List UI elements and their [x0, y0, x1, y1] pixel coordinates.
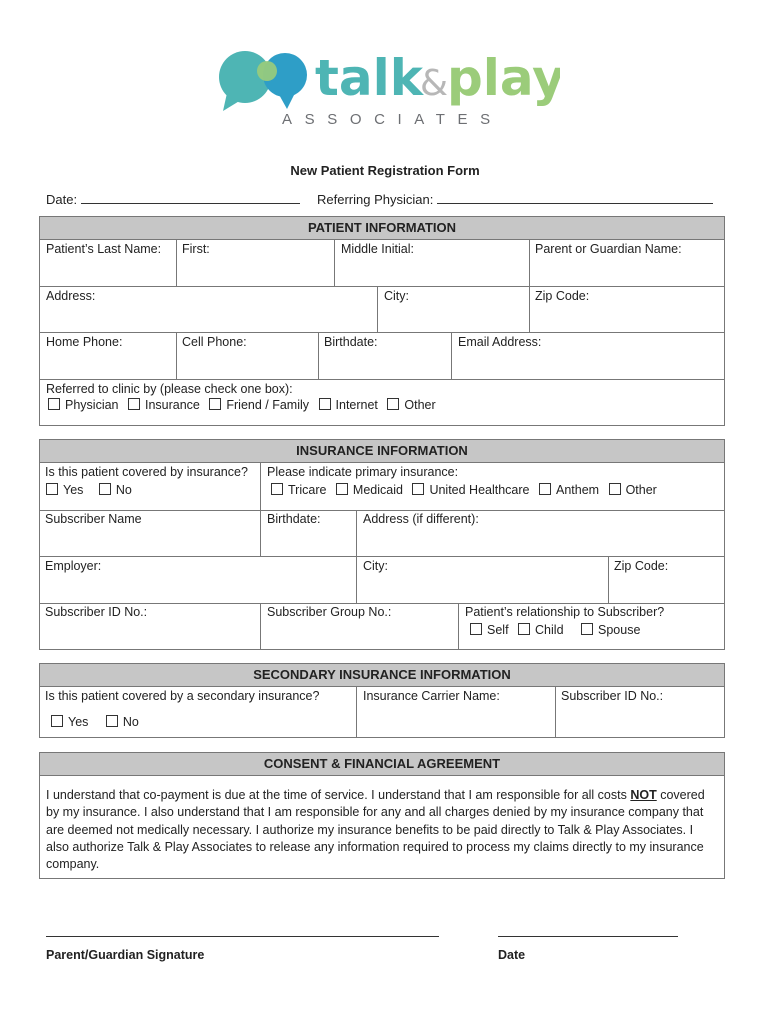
other-checkbox[interactable] [387, 398, 399, 410]
divider [529, 286, 530, 332]
secondary-covered-options [51, 715, 145, 729]
date-field[interactable] [81, 189, 300, 204]
other-carrier-label: Other [625, 483, 657, 497]
divider [377, 286, 378, 332]
other-option-label: Other [404, 398, 436, 412]
relationship-options [470, 623, 646, 637]
subscriber-id-label: Subscriber ID No.: [45, 605, 148, 619]
insured-yes-label: Yes [63, 483, 84, 497]
insured-no-checkbox[interactable] [99, 483, 111, 495]
secondary-insurance-section [39, 663, 725, 738]
primary-insurance-label: Please indicate primary insurance: [267, 465, 459, 479]
self-label: Self [487, 623, 509, 637]
tricare-label: Tricare [288, 483, 327, 497]
divider [334, 239, 335, 286]
employer-label: Employer: [45, 559, 102, 573]
secondary-no-checkbox[interactable] [106, 715, 118, 727]
child-checkbox[interactable] [518, 623, 530, 635]
divider [555, 686, 556, 738]
svg-text:talk: talk [315, 49, 424, 107]
middle-initial-label: Middle Initial: [341, 242, 414, 256]
divider [260, 603, 261, 650]
divider [318, 332, 319, 379]
signature-date-line[interactable] [498, 936, 678, 937]
primary-carrier-options [271, 483, 663, 497]
svg-text:play: play [447, 49, 560, 107]
internet-option-label: Internet [335, 398, 378, 412]
covered-by-insurance-label: Is this patient covered by insurance? [45, 465, 248, 479]
address-label: Address: [46, 289, 96, 303]
secondary-insurance-heading: SECONDARY INSURANCE INFORMATION [40, 664, 724, 687]
divider [260, 510, 261, 556]
divider [40, 556, 724, 557]
first-name-label: First: [182, 242, 210, 256]
divider [40, 510, 724, 511]
friend-family-checkbox[interactable] [209, 398, 221, 410]
consent-text-part-2: covered by my insurance. I also understand that I am responsible for any and all charges denied by my insurance company that are deemed not medically necessary. I authorize my insurance benefits to be paid directly to Talk & Play Associates. I also authorize Talk & Play Associates to release any information required to process my claims directly to my insurance company. [46, 788, 705, 872]
insurance-carrier-label: Insurance Carrier Name: [363, 689, 500, 703]
divider [176, 332, 177, 379]
subscriber-address-label: Address (if different): [363, 512, 479, 526]
insurance-option-label: Insurance [144, 398, 200, 412]
insurance-information-heading: INSURANCE INFORMATION [40, 440, 724, 463]
secondary-yes-label: Yes [68, 715, 89, 729]
medicaid-label: Medicaid [352, 483, 403, 497]
divider [40, 603, 724, 604]
guardian-name-label: Parent or Guardian Name: [535, 242, 682, 256]
divider [40, 286, 724, 287]
secondary-subscriber-id-label: Subscriber ID No.: [561, 689, 664, 703]
city-label: City: [384, 289, 409, 303]
insured-yes-checkbox[interactable] [46, 483, 58, 495]
consent-emphasis: NOT [630, 788, 657, 802]
secondary-no-label: No [122, 715, 139, 729]
zip-code-label: Zip Code: [535, 289, 590, 303]
tricare-checkbox[interactable] [271, 483, 283, 495]
referring-row [317, 189, 713, 207]
divider [356, 556, 357, 603]
anthem-label: Anthem [555, 483, 600, 497]
insurance-checkbox[interactable] [128, 398, 140, 410]
referral-options [48, 398, 442, 412]
referring-physician-field[interactable] [437, 189, 713, 204]
email-address-label: Email Address: [458, 335, 542, 349]
date-label: Date: [46, 192, 78, 207]
divider [176, 239, 177, 286]
physician-checkbox[interactable] [48, 398, 60, 410]
form-title: New Patient Registration Form [290, 163, 480, 178]
relationship-label: Patient’s relationship to Subscriber? [465, 605, 665, 619]
secondary-covered-label: Is this patient covered by a secondary insurance? [45, 689, 320, 703]
date-row [46, 189, 300, 207]
signature-label: Parent/Guardian Signature [46, 948, 205, 962]
subscriber-city-label: City: [363, 559, 388, 573]
birthdate-label: Birthdate: [324, 335, 378, 349]
subscriber-group-label: Subscriber Group No.: [267, 605, 392, 619]
divider [40, 379, 724, 380]
divider [356, 510, 357, 556]
self-checkbox[interactable] [470, 623, 482, 635]
home-phone-label: Home Phone: [46, 335, 123, 349]
physician-option-label: Physician [65, 398, 119, 412]
signature-date-label: Date [498, 948, 526, 962]
secondary-yes-checkbox[interactable] [51, 715, 63, 727]
medicaid-checkbox[interactable] [336, 483, 348, 495]
consent-text [46, 787, 718, 873]
other-carrier-checkbox[interactable] [609, 483, 621, 495]
svg-text:&: & [420, 63, 449, 104]
referring-physician-label: Referring Physician: [317, 192, 434, 207]
subscriber-name-label: Subscriber Name [45, 512, 142, 526]
united-healthcare-checkbox[interactable] [412, 483, 424, 495]
united-healthcare-label: United Healthcare [429, 483, 530, 497]
logo-subtitle: ASSOCIATES [282, 111, 503, 128]
patient-information-section [39, 216, 725, 426]
subscriber-birthdate-label: Birthdate: [267, 512, 321, 526]
friend-family-option-label: Friend / Family [226, 398, 310, 412]
divider [529, 239, 530, 286]
divider [458, 603, 459, 650]
spouse-checkbox[interactable] [581, 623, 593, 635]
consent-text-part-1: I understand that co-payment is due at the time of service. I understand that I am responsible for all costs [46, 788, 631, 802]
logo-graphic [215, 45, 560, 115]
consent-heading: CONSENT & FINANCIAL AGREEMENT [40, 753, 724, 776]
spouse-label: Spouse [598, 623, 641, 637]
insurance-information-section [39, 439, 725, 650]
divider [40, 332, 724, 333]
child-label: Child [535, 623, 564, 637]
divider [260, 462, 261, 510]
covered-options [46, 483, 138, 497]
internet-checkbox[interactable] [319, 398, 331, 410]
referred-by-label: Referred to clinic by (please check one box): [46, 382, 293, 396]
insured-no-label: No [115, 483, 132, 497]
signature-line[interactable] [46, 936, 439, 937]
divider [451, 332, 452, 379]
divider [356, 686, 357, 738]
patient-information-heading: PATIENT INFORMATION [40, 217, 724, 240]
subscriber-zip-label: Zip Code: [614, 559, 669, 573]
consent-section [39, 752, 725, 879]
cell-phone-label: Cell Phone: [182, 335, 247, 349]
patient-last-name-label: Patient’s Last Name: [46, 242, 162, 256]
anthem-checkbox[interactable] [539, 483, 551, 495]
divider [608, 556, 609, 603]
